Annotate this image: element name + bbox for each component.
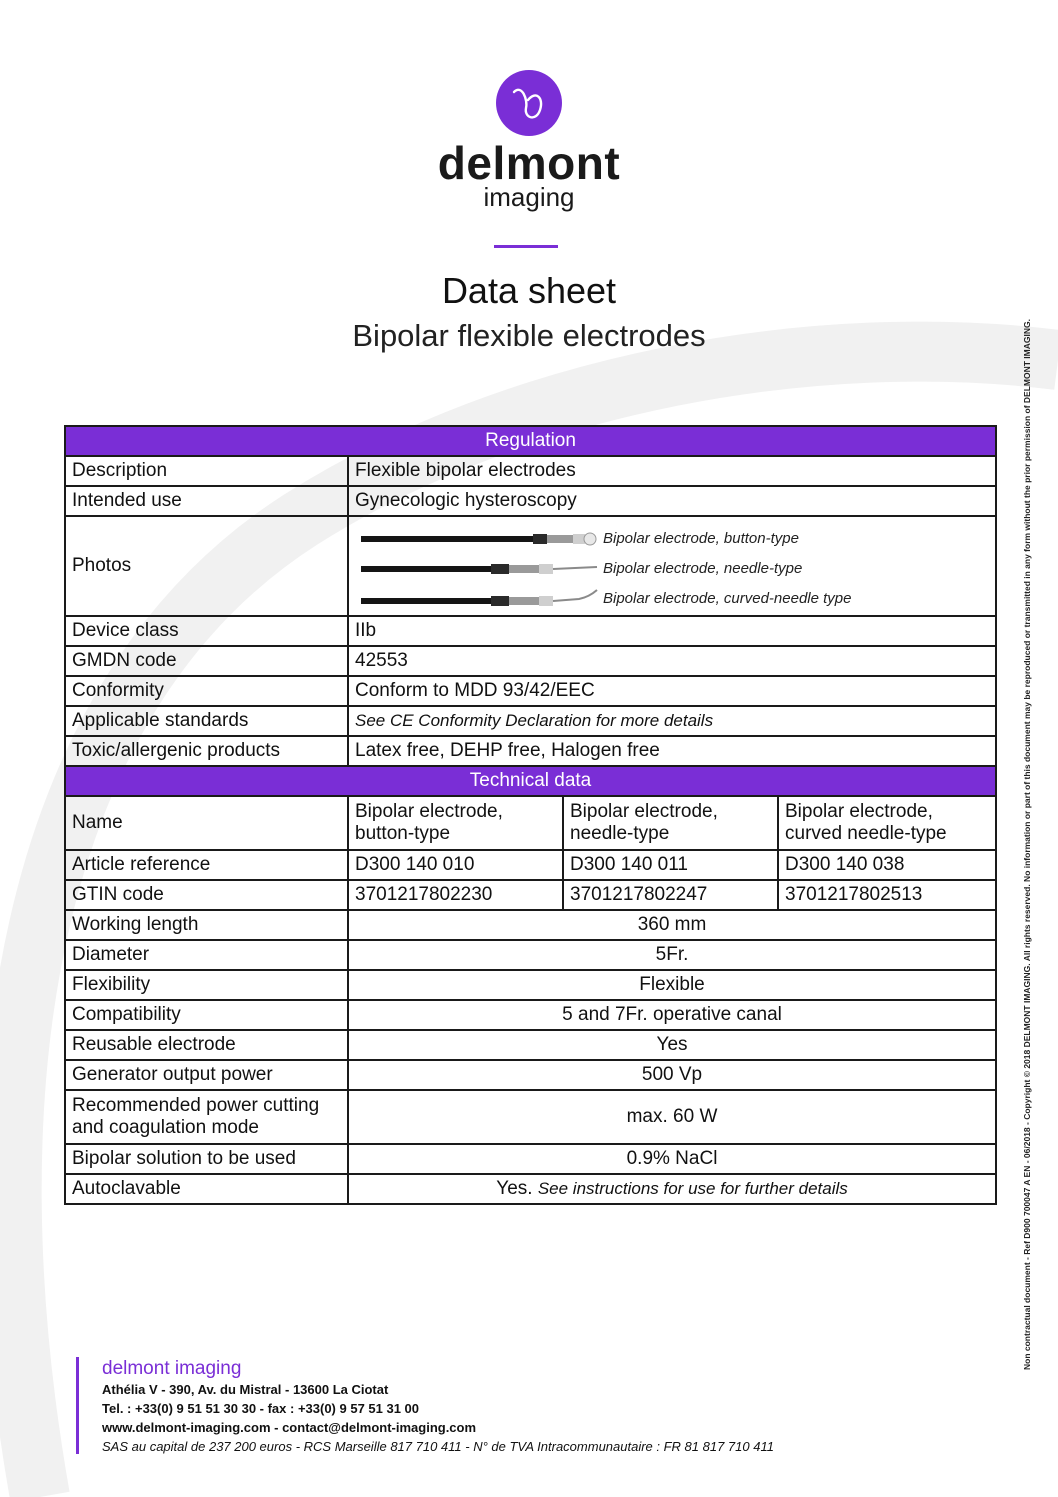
photo-caption: Bipolar electrode, button-type (603, 530, 799, 547)
row-label: Flexibility (65, 970, 348, 1000)
table-row (65, 796, 996, 850)
electrode-curved-needle-image (361, 584, 601, 614)
row-value: Gynecologic hysteroscopy (348, 486, 996, 516)
row-label: Conformity (65, 676, 348, 706)
row-value: D300 140 011 (563, 850, 778, 880)
row-value: IIb (348, 616, 996, 646)
regulation-header: Regulation (65, 426, 996, 456)
footer-web: www.delmont-imaging.com - contact@delmont-imaging.com (102, 1420, 477, 1435)
row-label: Toxic/allergenic products (65, 736, 348, 766)
table-row (65, 706, 996, 736)
table-row (65, 646, 996, 676)
table-row (65, 1090, 996, 1144)
photo-button-type (355, 524, 989, 554)
table-row (65, 616, 996, 646)
footer (102, 1358, 774, 1456)
name-line: Bipolar electrode, (355, 801, 503, 822)
photo-needle-type (355, 554, 989, 584)
electrode-button-image (361, 524, 601, 554)
row-value: Latex free, DEHP free, Halogen free (348, 736, 996, 766)
autoclavable-note: See instructions for use for further details (537, 1179, 848, 1198)
photo-caption: Bipolar electrode, needle-type (603, 560, 803, 577)
row-label: Working length (65, 910, 348, 940)
name-line: Bipolar electrode, (785, 801, 933, 822)
row-value: 42553 (348, 646, 996, 676)
autoclavable-yes: Yes. (496, 1178, 533, 1199)
row-value: Flexible bipolar electrodes (348, 456, 996, 486)
table-row (65, 940, 996, 970)
row-label: Applicable standards (65, 706, 348, 736)
table-row (65, 456, 996, 486)
row-label: Diameter (65, 940, 348, 970)
row-label: Device class (65, 616, 348, 646)
row-value: 3701217802247 (563, 880, 778, 910)
name-line: Bipolar electrode, (570, 801, 718, 822)
table-row (65, 880, 996, 910)
row-value (348, 796, 563, 850)
row-value (778, 796, 996, 850)
row-value (563, 796, 778, 850)
row-value: D300 140 010 (348, 850, 563, 880)
row-label: Photos (65, 516, 348, 616)
logo (0, 70, 1058, 210)
table-row (65, 1174, 996, 1204)
footer-brand: delmont imaging (102, 1358, 242, 1379)
row-value: 5Fr. (348, 940, 996, 970)
row-value: 3701217802230 (348, 880, 563, 910)
table-row (65, 1060, 996, 1090)
footer-legal: SAS au capital de 237 200 euros - RCS Marseille 817 710 411 - N° de TVA Intracommunautaire : FR 81 817 710 411 (102, 1439, 774, 1454)
table-row (65, 910, 996, 940)
row-label: Compatibility (65, 1000, 348, 1030)
footer-accent-bar (76, 1357, 79, 1454)
table-row (65, 850, 996, 880)
row-value: 3701217802513 (778, 880, 996, 910)
table-row (65, 1000, 996, 1030)
row-label (65, 1090, 348, 1144)
row-value (348, 1174, 996, 1204)
row-value: Flexible (348, 970, 996, 1000)
table-row (65, 736, 996, 766)
row-value: Yes (348, 1030, 996, 1060)
regulation-header-row (65, 426, 996, 456)
table-row (65, 486, 996, 516)
row-value: Conform to MDD 93/42/EEC (348, 676, 996, 706)
title-divider (494, 245, 558, 248)
table-row (65, 1144, 996, 1174)
logo-mark-icon (496, 70, 562, 136)
photo-caption: Bipolar electrode, curved-needle type (603, 590, 852, 607)
logo-name: delmont (437, 137, 621, 189)
row-label: Description (65, 456, 348, 486)
row-label: Autoclavable (65, 1174, 348, 1204)
table-row (65, 970, 996, 1000)
photos-row (65, 516, 996, 616)
row-value: 360 mm (348, 910, 996, 940)
row-label: GMDN code (65, 646, 348, 676)
row-value: D300 140 038 (778, 850, 996, 880)
label-line: and coagulation mode (72, 1117, 259, 1138)
page-title: Data sheet (441, 270, 617, 311)
row-value: See CE Conformity Declaration for more details (348, 706, 996, 736)
footer-address: Athélia V - 390, Av. du Mistral - 13600 La Ciotat (102, 1382, 389, 1397)
photos-cell (348, 516, 996, 616)
name-line: curved needle-type (785, 823, 947, 844)
spec-table (64, 425, 997, 1205)
name-line: button-type (355, 823, 451, 844)
row-value: 0.9% NaCl (348, 1144, 996, 1174)
row-label: Name (65, 796, 348, 850)
row-value: max. 60 W (348, 1090, 996, 1144)
electrode-needle-image (361, 554, 601, 584)
side-legal-note: Non contractual document - Ref D900 700047 A EN - 06/2018 - Copyright © 2018 DELMONT IMAGING. All rights reserved. No information or part of this document may be reproduced or transmitted in any form without the prior permission of DELMONT IMAGING. (1022, 319, 1032, 1370)
photo-curved-needle-type (355, 584, 989, 614)
row-label: Reusable electrode (65, 1030, 348, 1060)
row-label: GTIN code (65, 880, 348, 910)
row-label: Generator output power (65, 1060, 348, 1090)
label-line: Recommended power cutting (72, 1095, 320, 1116)
technical-header-row (65, 766, 996, 796)
footer-phone: Tel. : +33(0) 9 51 51 30 30 - fax : +33(0) 9 57 51 31 00 (102, 1401, 420, 1416)
row-label: Article reference (65, 850, 348, 880)
row-value: 500 Vp (348, 1060, 996, 1090)
row-value: 5 and 7Fr. operative canal (348, 1000, 996, 1030)
page-subtitle: Bipolar flexible electrodes (352, 318, 706, 353)
name-line: needle-type (570, 823, 670, 844)
technical-header: Technical data (65, 766, 996, 796)
row-label: Bipolar solution to be used (65, 1144, 348, 1174)
logo-subname: imaging (483, 182, 575, 212)
table-row (65, 676, 996, 706)
row-label: Intended use (65, 486, 348, 516)
table-row (65, 1030, 996, 1060)
